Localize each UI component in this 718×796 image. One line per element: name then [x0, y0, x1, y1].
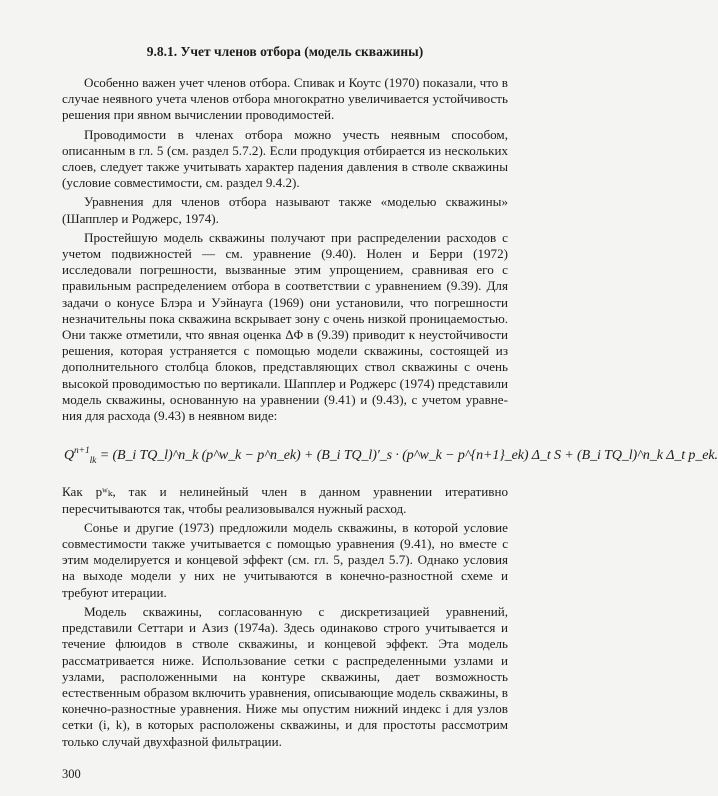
formula-rhs: = (B_i TQ_l)^n_k (p^w_k − p^n_ek) + (B_i TQ_l)′_s · (p^w_k − p^{n+1}_ek) Δ_t S + (B_i TQ_l)^n_k Δ_t p_ek.: [99, 448, 718, 464]
section-heading: 9.8.1. Учет членов отбора (модель скважины): [146, 44, 424, 59]
paragraph: Уравнения для членов отбора называют также «моделью скважины» (Шапплер и Роджерс, 1974).: [62, 194, 508, 226]
paragraph: Модель скважины, согласованную с дискретизацией уравнений, представили Сеттари и Азиз (1974a). Здесь одинаково строго учитывается и течение флюидов в стволе скважины, и концевой эффект. Эта модель рассматривается ниже. Использование сетки с распределенными узлами и узлами, расположенными на контуре скважины, дает возможность естественным образом включить уравнения, описывающие модель скважины, в конечно-разностные уравнения. Ниже мы опустим нижний индекс i для узлов сетки (i, k), в которых расположены скважины, и для простоты рассмотрим только случай двухфазной фильтрации.: [62, 603, 508, 749]
paragraph: Как pʷₖ, так и нелинейный член в данном уравнении итеративно пересчитываются так, чтобы реализовывался нужный расход.: [62, 484, 508, 516]
page-number: 300: [62, 767, 81, 781]
formula-lhs-superscript: n+1: [74, 446, 90, 457]
well-model-equation: [64, 443, 718, 469]
paragraph: Сонье и другие (1973) предложили модель скважины, в которой условие совместимости также учитывается с помощью уравнения (9.41), но вместе с этим моделируется и концевой эффект (см. гл. 5, раздел 5.7). Однако условия на выходе модели у них не учитываются в конечно-разностной схеме и требуют итерации.: [62, 519, 508, 600]
formula-lhs-subscript: lk: [89, 456, 97, 467]
paragraph: Проводимости в членах отбора можно учесть неявным способом, описанным в гл. 5 (см. раздел 5.7.2). Если продукция отбирается из нескольких слоев, следует также учитывать характер падения давления в стволе скважины (условие совместимости, см. раздел 9.4.2).: [62, 126, 508, 191]
body-text: [62, 75, 718, 753]
formula-lhs: Q: [64, 448, 75, 464]
paragraph: Простейшую модель скважины получают при распределении расходов с учетом подвижностей — см. уравнение (9.40). Нолен и Берри (1972) исследовали погрешности, вызванные этим упрощением, сравнивая его с правильным распределением отбора в соответствии с уравнением (9.39). Для задачи о конусе Блэра и Уэйнауга (1969) они установили, что погрешности незначительны пока скважина вскрывает зону с очень низкой проницаемостью. Они также отметили, что явная оценка ΔΦ в (9.39) приводит к неустойчивости решения, которая устраняется с помощью модели скважины, состоящей из дополнительного столбца блоков, представляющих ствол скважины с очень высокой проводимостью по вертикали. Шапплер и Роджерс (1974) представили модель скважины, основанную на уравнении (9.41) и (9.43), с учетом уравнения для расхода (9.43) в неявном виде:: [62, 229, 508, 424]
paragraph: Особенно важен учет членов отбора. Спивак и Коутс (1970) показали, что в случае неявного учета членов отбора многократно увеличивается устойчивость решения при явном вычислении проводимостей.: [62, 75, 508, 123]
